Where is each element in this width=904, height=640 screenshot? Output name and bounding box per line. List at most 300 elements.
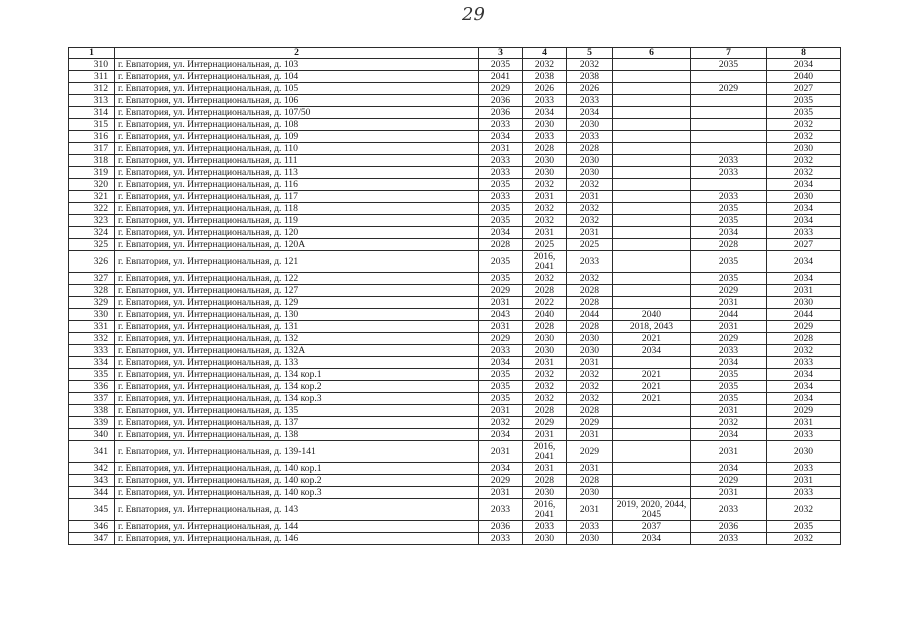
- row-number-cell: 341: [69, 441, 115, 463]
- col8-cell: 2032: [767, 533, 841, 545]
- table-row: [69, 227, 841, 239]
- col7-cell: 2044: [691, 309, 767, 321]
- col5-cell: 2031: [567, 499, 613, 521]
- col8-cell: 2034: [767, 369, 841, 381]
- col6-cell: [613, 119, 691, 131]
- col4-cell: 2031: [523, 429, 567, 441]
- address-cell: г. Евпатория, ул. Интернациональная, д. 107/50: [115, 107, 479, 119]
- col7-cell: [691, 71, 767, 83]
- col7-cell: 2035: [691, 59, 767, 71]
- col4-cell: 2030: [523, 155, 567, 167]
- col7-cell: 2032: [691, 417, 767, 429]
- address-cell: г. Евпатория, ул. Интернациональная, д. 132А: [115, 345, 479, 357]
- col4-cell: 2026: [523, 83, 567, 95]
- row-number-cell: 311: [69, 71, 115, 83]
- col5-cell: 2028: [567, 285, 613, 297]
- col7-cell: 2035: [691, 215, 767, 227]
- col4-cell: 2032: [523, 59, 567, 71]
- col4-cell: 2031: [523, 191, 567, 203]
- col7-cell: 2033: [691, 155, 767, 167]
- header-cell-4: 4: [523, 48, 567, 59]
- page-number: 29: [462, 4, 485, 25]
- col3-cell: 2031: [479, 405, 523, 417]
- col4-cell: 2025: [523, 239, 567, 251]
- table-row: [69, 533, 841, 545]
- table-row: [69, 285, 841, 297]
- col8-cell: 2035: [767, 95, 841, 107]
- col6-cell: [613, 203, 691, 215]
- col6-cell: [613, 71, 691, 83]
- col4-cell: 2029: [523, 417, 567, 429]
- col5-cell: 2034: [567, 107, 613, 119]
- col5-cell: 2030: [567, 533, 613, 545]
- col5-cell: 2030: [567, 333, 613, 345]
- col6-cell: [613, 251, 691, 273]
- row-number-cell: 344: [69, 487, 115, 499]
- header-cell-1: 1: [69, 48, 115, 59]
- col7-cell: 2031: [691, 321, 767, 333]
- table-row: [69, 521, 841, 533]
- address-cell: г. Евпатория, ул. Интернациональная, д. 118: [115, 203, 479, 215]
- col3-cell: 2035: [479, 251, 523, 273]
- address-cell: г. Евпатория, ул. Интернациональная, д. 134 кор.3: [115, 393, 479, 405]
- col8-cell: 2034: [767, 203, 841, 215]
- col7-cell: 2034: [691, 463, 767, 475]
- col3-cell: 2035: [479, 381, 523, 393]
- col3-cell: 2031: [479, 321, 523, 333]
- address-cell: г. Евпатория, ул. Интернациональная, д. 140 кор.1: [115, 463, 479, 475]
- row-number-cell: 324: [69, 227, 115, 239]
- col5-cell: 2028: [567, 297, 613, 309]
- col8-cell: 2032: [767, 155, 841, 167]
- col6-cell: 2021: [613, 393, 691, 405]
- col6-cell: [613, 191, 691, 203]
- col3-cell: 2041: [479, 71, 523, 83]
- col4-cell: 2030: [523, 119, 567, 131]
- col5-cell: 2032: [567, 215, 613, 227]
- col8-cell: 2032: [767, 167, 841, 179]
- col3-cell: 2029: [479, 333, 523, 345]
- col6-cell: [613, 83, 691, 95]
- address-cell: г. Евпатория, ул. Интернациональная, д. 121: [115, 251, 479, 273]
- col5-cell: 2032: [567, 381, 613, 393]
- row-number-cell: 342: [69, 463, 115, 475]
- col8-cell: 2028: [767, 333, 841, 345]
- col6-cell: [613, 215, 691, 227]
- address-cell: г. Евпатория, ул. Интернациональная, д. 129: [115, 297, 479, 309]
- col8-cell: 2032: [767, 131, 841, 143]
- col6-cell: 2018, 2043: [613, 321, 691, 333]
- address-cell: г. Евпатория, ул. Интернациональная, д. 140 кор.3: [115, 487, 479, 499]
- col8-cell: 2030: [767, 191, 841, 203]
- row-number-cell: 322: [69, 203, 115, 215]
- table-row: [69, 369, 841, 381]
- col4-cell: 2032: [523, 393, 567, 405]
- col7-cell: [691, 143, 767, 155]
- col6-cell: [613, 285, 691, 297]
- table-row: [69, 83, 841, 95]
- row-number-cell: 310: [69, 59, 115, 71]
- row-number-cell: 335: [69, 369, 115, 381]
- col4-cell: 2032: [523, 203, 567, 215]
- table-row: [69, 131, 841, 143]
- table-row: [69, 499, 841, 521]
- col6-cell: [613, 107, 691, 119]
- col4-cell: 2016, 2041: [523, 251, 567, 273]
- col3-cell: 2033: [479, 191, 523, 203]
- table-row: [69, 203, 841, 215]
- col8-cell: 2033: [767, 463, 841, 475]
- col8-cell: 2034: [767, 273, 841, 285]
- col6-cell: [613, 297, 691, 309]
- table-row: [69, 155, 841, 167]
- col4-cell: 2030: [523, 167, 567, 179]
- col4-cell: 2016, 2041: [523, 499, 567, 521]
- col4-cell: 2032: [523, 273, 567, 285]
- row-number-cell: 331: [69, 321, 115, 333]
- col7-cell: 2034: [691, 357, 767, 369]
- header-cell-5: 5: [567, 48, 613, 59]
- col7-cell: 2033: [691, 499, 767, 521]
- col3-cell: 2032: [479, 417, 523, 429]
- col4-cell: 2030: [523, 333, 567, 345]
- col3-cell: 2028: [479, 239, 523, 251]
- col6-cell: [613, 429, 691, 441]
- col3-cell: 2031: [479, 143, 523, 155]
- col7-cell: 2031: [691, 405, 767, 417]
- col8-cell: 2033: [767, 357, 841, 369]
- row-number-cell: 345: [69, 499, 115, 521]
- table-row: [69, 59, 841, 71]
- col4-cell: 2030: [523, 533, 567, 545]
- col5-cell: 2032: [567, 203, 613, 215]
- col3-cell: 2036: [479, 521, 523, 533]
- row-number-cell: 321: [69, 191, 115, 203]
- col4-cell: 2040: [523, 309, 567, 321]
- col5-cell: 2032: [567, 59, 613, 71]
- col5-cell: 2032: [567, 369, 613, 381]
- col6-cell: [613, 475, 691, 487]
- col3-cell: 2043: [479, 309, 523, 321]
- col4-cell: 2022: [523, 297, 567, 309]
- col8-cell: 2027: [767, 239, 841, 251]
- address-cell: г. Евпатория, ул. Интернациональная, д. 138: [115, 429, 479, 441]
- table-row: [69, 345, 841, 357]
- col5-cell: 2025: [567, 239, 613, 251]
- col6-cell: [613, 273, 691, 285]
- col8-cell: 2034: [767, 215, 841, 227]
- col8-cell: 2029: [767, 405, 841, 417]
- col7-cell: 2031: [691, 441, 767, 463]
- col3-cell: 2034: [479, 463, 523, 475]
- col3-cell: 2035: [479, 273, 523, 285]
- col7-cell: [691, 119, 767, 131]
- table-row: [69, 393, 841, 405]
- col7-cell: [691, 95, 767, 107]
- address-cell: г. Евпатория, ул. Интернациональная, д. 104: [115, 71, 479, 83]
- table-body: [69, 59, 841, 545]
- col4-cell: 2033: [523, 131, 567, 143]
- address-cell: г. Евпатория, ул. Интернациональная, д. 134 кор.2: [115, 381, 479, 393]
- col3-cell: 2033: [479, 345, 523, 357]
- col8-cell: 2033: [767, 487, 841, 499]
- col3-cell: 2029: [479, 475, 523, 487]
- col7-cell: 2035: [691, 251, 767, 273]
- col5-cell: 2032: [567, 273, 613, 285]
- col7-cell: 2031: [691, 297, 767, 309]
- col6-cell: [613, 155, 691, 167]
- col7-cell: 2033: [691, 167, 767, 179]
- address-cell: г. Евпатория, ул. Интернациональная, д. 130: [115, 309, 479, 321]
- col4-cell: 2030: [523, 487, 567, 499]
- address-cell: г. Евпатория, ул. Интернациональная, д. 131: [115, 321, 479, 333]
- col6-cell: [613, 59, 691, 71]
- col8-cell: 2035: [767, 107, 841, 119]
- housing-register-table: [68, 47, 841, 545]
- col5-cell: 2028: [567, 475, 613, 487]
- col3-cell: 2034: [479, 429, 523, 441]
- col5-cell: 2029: [567, 441, 613, 463]
- col8-cell: 2031: [767, 285, 841, 297]
- col8-cell: 2027: [767, 83, 841, 95]
- col8-cell: 2030: [767, 441, 841, 463]
- address-cell: г. Евпатория, ул. Интернациональная, д. 133: [115, 357, 479, 369]
- col8-cell: 2034: [767, 251, 841, 273]
- row-number-cell: 337: [69, 393, 115, 405]
- row-number-cell: 319: [69, 167, 115, 179]
- table-row: [69, 309, 841, 321]
- col8-cell: 2034: [767, 179, 841, 191]
- header-cell-8: 8: [767, 48, 841, 59]
- address-cell: г. Евпатория, ул. Интернациональная, д. 122: [115, 273, 479, 285]
- col5-cell: 2033: [567, 131, 613, 143]
- col7-cell: 2035: [691, 273, 767, 285]
- col5-cell: 2031: [567, 463, 613, 475]
- col3-cell: 2036: [479, 95, 523, 107]
- address-cell: г. Евпатория, ул. Интернациональная, д. 120А: [115, 239, 479, 251]
- table-row: [69, 251, 841, 273]
- col5-cell: 2044: [567, 309, 613, 321]
- row-number-cell: 338: [69, 405, 115, 417]
- row-number-cell: 346: [69, 521, 115, 533]
- row-number-cell: 325: [69, 239, 115, 251]
- address-cell: г. Евпатория, ул. Интернациональная, д. 103: [115, 59, 479, 71]
- col4-cell: 2032: [523, 215, 567, 227]
- table-row: [69, 487, 841, 499]
- col8-cell: 2032: [767, 345, 841, 357]
- row-number-cell: 332: [69, 333, 115, 345]
- address-cell: г. Евпатория, ул. Интернациональная, д. 110: [115, 143, 479, 155]
- table-row: [69, 333, 841, 345]
- col3-cell: 2035: [479, 215, 523, 227]
- table-row: [69, 441, 841, 463]
- address-cell: г. Евпатория, ул. Интернациональная, д. 108: [115, 119, 479, 131]
- row-number-cell: 318: [69, 155, 115, 167]
- header-cell-3: 3: [479, 48, 523, 59]
- col6-cell: 2021: [613, 333, 691, 345]
- row-number-cell: 317: [69, 143, 115, 155]
- col4-cell: 2028: [523, 143, 567, 155]
- table-row: [69, 179, 841, 191]
- row-number-cell: 336: [69, 381, 115, 393]
- address-cell: г. Евпатория, ул. Интернациональная, д. 132: [115, 333, 479, 345]
- table-row: [69, 167, 841, 179]
- row-number-cell: 323: [69, 215, 115, 227]
- col6-cell: [613, 357, 691, 369]
- address-cell: г. Евпатория, ул. Интернациональная, д. 144: [115, 521, 479, 533]
- col8-cell: 2035: [767, 521, 841, 533]
- col5-cell: 2038: [567, 71, 613, 83]
- address-cell: г. Евпатория, ул. Интернациональная, д. 127: [115, 285, 479, 297]
- col6-cell: [613, 463, 691, 475]
- col5-cell: 2026: [567, 83, 613, 95]
- col3-cell: 2033: [479, 119, 523, 131]
- col7-cell: 2035: [691, 393, 767, 405]
- col8-cell: 2029: [767, 321, 841, 333]
- header-cell-7: 7: [691, 48, 767, 59]
- col5-cell: 2028: [567, 143, 613, 155]
- col6-cell: [613, 441, 691, 463]
- col4-cell: 2032: [523, 179, 567, 191]
- table-row: [69, 215, 841, 227]
- col6-cell: [613, 167, 691, 179]
- col6-cell: [613, 227, 691, 239]
- col8-cell: 2044: [767, 309, 841, 321]
- row-number-cell: 314: [69, 107, 115, 119]
- col8-cell: 2031: [767, 475, 841, 487]
- address-cell: г. Евпатория, ул. Интернациональная, д. 109: [115, 131, 479, 143]
- col5-cell: 2030: [567, 119, 613, 131]
- col3-cell: 2031: [479, 441, 523, 463]
- row-number-cell: 340: [69, 429, 115, 441]
- col8-cell: 2040: [767, 71, 841, 83]
- col8-cell: 2033: [767, 227, 841, 239]
- table-row: [69, 381, 841, 393]
- col8-cell: 2030: [767, 297, 841, 309]
- col7-cell: 2029: [691, 475, 767, 487]
- col8-cell: 2034: [767, 381, 841, 393]
- col7-cell: 2034: [691, 227, 767, 239]
- col4-cell: 2031: [523, 463, 567, 475]
- col5-cell: 2028: [567, 321, 613, 333]
- address-cell: г. Евпатория, ул. Интернациональная, д. 134 кор.1: [115, 369, 479, 381]
- col5-cell: 2031: [567, 357, 613, 369]
- col3-cell: 2033: [479, 499, 523, 521]
- col6-cell: 2037: [613, 521, 691, 533]
- col6-cell: 2019, 2020, 2044, 2045: [613, 499, 691, 521]
- col7-cell: 2029: [691, 285, 767, 297]
- address-cell: г. Евпатория, ул. Интернациональная, д. 140 кор.2: [115, 475, 479, 487]
- col8-cell: 2032: [767, 119, 841, 131]
- table-row: [69, 405, 841, 417]
- col5-cell: 2033: [567, 251, 613, 273]
- col7-cell: 2035: [691, 369, 767, 381]
- table-row: [69, 273, 841, 285]
- col6-cell: [613, 417, 691, 429]
- col8-cell: 2030: [767, 143, 841, 155]
- row-number-cell: 343: [69, 475, 115, 487]
- col6-cell: 2040: [613, 309, 691, 321]
- table-row: [69, 191, 841, 203]
- col7-cell: [691, 131, 767, 143]
- col5-cell: 2032: [567, 179, 613, 191]
- col5-cell: 2033: [567, 521, 613, 533]
- col3-cell: 2033: [479, 533, 523, 545]
- table-row: [69, 239, 841, 251]
- col3-cell: 2035: [479, 393, 523, 405]
- col5-cell: 2030: [567, 167, 613, 179]
- col7-cell: 2031: [691, 487, 767, 499]
- table-row: [69, 429, 841, 441]
- col3-cell: 2035: [479, 179, 523, 191]
- col8-cell: 2033: [767, 429, 841, 441]
- col4-cell: 2030: [523, 345, 567, 357]
- table-row: [69, 417, 841, 429]
- address-cell: г. Евпатория, ул. Интернациональная, д. 120: [115, 227, 479, 239]
- table-row: [69, 95, 841, 107]
- col7-cell: 2036: [691, 521, 767, 533]
- col4-cell: 2028: [523, 321, 567, 333]
- row-number-cell: 312: [69, 83, 115, 95]
- col3-cell: 2031: [479, 297, 523, 309]
- col8-cell: 2034: [767, 59, 841, 71]
- col5-cell: 2030: [567, 345, 613, 357]
- row-number-cell: 315: [69, 119, 115, 131]
- row-number-cell: 313: [69, 95, 115, 107]
- col7-cell: [691, 179, 767, 191]
- col7-cell: 2033: [691, 191, 767, 203]
- col6-cell: 2021: [613, 381, 691, 393]
- col4-cell: 2028: [523, 475, 567, 487]
- col6-cell: [613, 487, 691, 499]
- row-number-cell: 329: [69, 297, 115, 309]
- col5-cell: 2031: [567, 227, 613, 239]
- address-cell: г. Евпатория, ул. Интернациональная, д. 105: [115, 83, 479, 95]
- col5-cell: 2031: [567, 191, 613, 203]
- col4-cell: 2032: [523, 369, 567, 381]
- table-row: [69, 119, 841, 131]
- col4-cell: 2028: [523, 285, 567, 297]
- col5-cell: 2028: [567, 405, 613, 417]
- address-cell: г. Евпатория, ул. Интернациональная, д. 106: [115, 95, 479, 107]
- row-number-cell: 333: [69, 345, 115, 357]
- col4-cell: 2033: [523, 521, 567, 533]
- row-number-cell: 330: [69, 309, 115, 321]
- col4-cell: 2031: [523, 227, 567, 239]
- row-number-cell: 320: [69, 179, 115, 191]
- col4-cell: 2028: [523, 405, 567, 417]
- header-cell-2: 2: [115, 48, 479, 59]
- header-cell-6: 6: [613, 48, 691, 59]
- table-row: [69, 71, 841, 83]
- address-cell: г. Евпатория, ул. Интернациональная, д. 137: [115, 417, 479, 429]
- col3-cell: 2033: [479, 155, 523, 167]
- col4-cell: 2016, 2041: [523, 441, 567, 463]
- col5-cell: 2033: [567, 95, 613, 107]
- address-cell: г. Евпатория, ул. Интернациональная, д. 146: [115, 533, 479, 545]
- col7-cell: 2034: [691, 429, 767, 441]
- col7-cell: 2035: [691, 203, 767, 215]
- col4-cell: 2034: [523, 107, 567, 119]
- row-number-cell: 339: [69, 417, 115, 429]
- table-row: [69, 107, 841, 119]
- col3-cell: 2033: [479, 167, 523, 179]
- col5-cell: 2030: [567, 487, 613, 499]
- col6-cell: [613, 131, 691, 143]
- col7-cell: [691, 107, 767, 119]
- address-cell: г. Евпатория, ул. Интернациональная, д. 143: [115, 499, 479, 521]
- col7-cell: 2033: [691, 533, 767, 545]
